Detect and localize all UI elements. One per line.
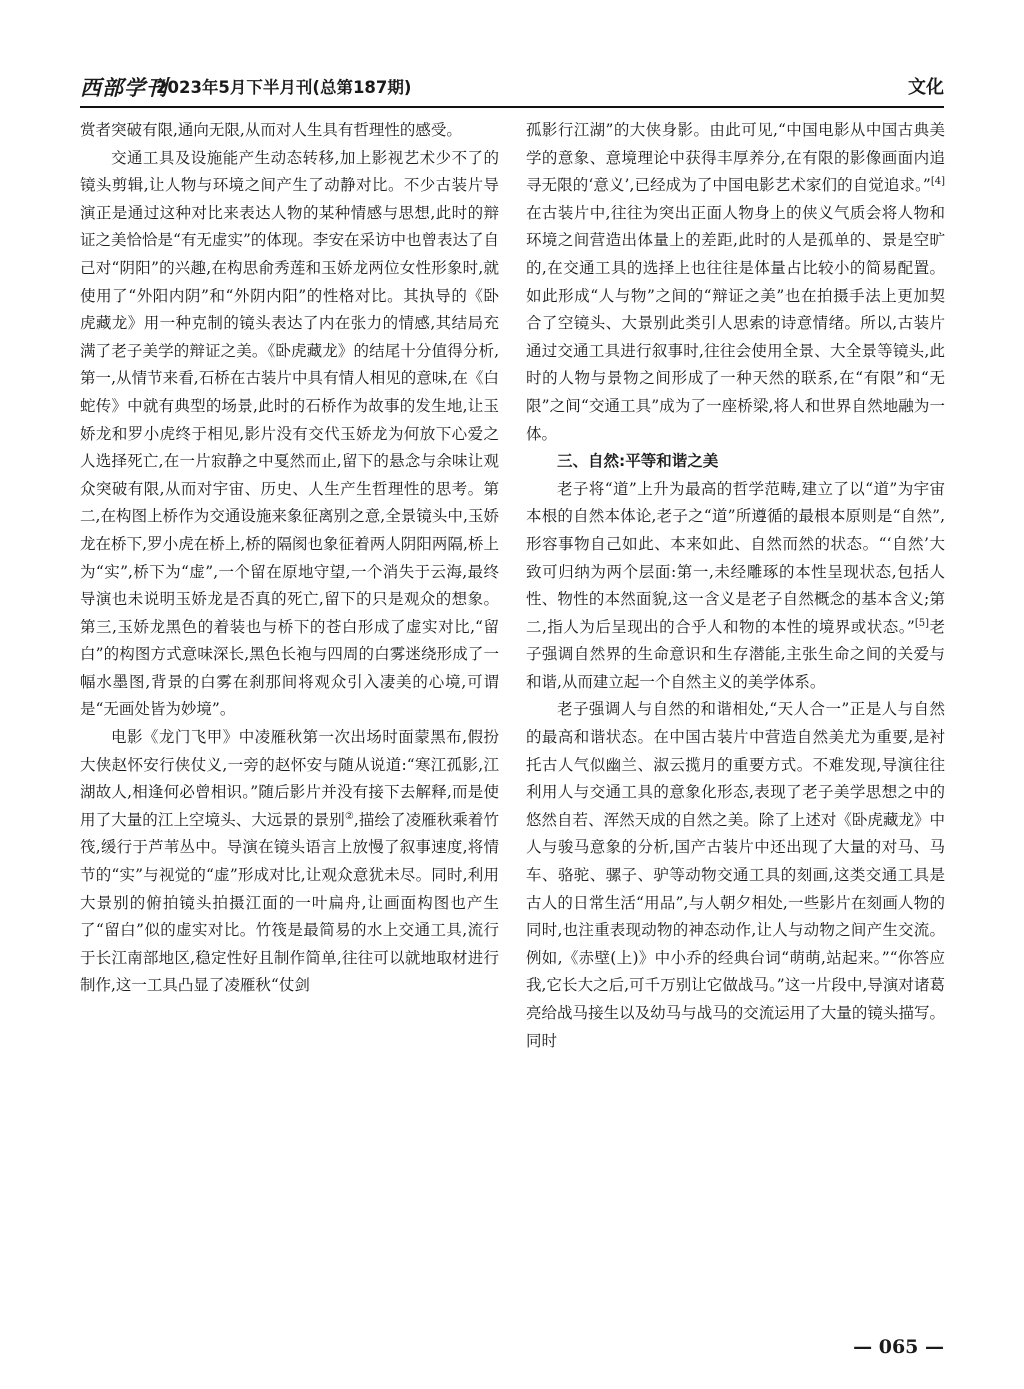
citation-marker: [5] bbox=[914, 617, 930, 629]
citation-marker: [4] bbox=[930, 176, 945, 188]
section-heading: 三、自然:平等和谐之美 bbox=[557, 452, 719, 471]
paragraph bbox=[526, 476, 945, 697]
paragraph-text: 电影《龙门飞甲》中凌雁秋第一次出场时面蒙黑布,假扮大侠赵怀安行侠仗义,一旁的赵怀安与随从说道:“寒江孤影,江湖故人,相逢何必曾相识。”随后影片并没有接下去解释,而是使用了大量的江上空境头、大远景的景别 bbox=[80, 728, 499, 829]
paragraph: 交通工具及设施能产生动态转移,加上影视艺术少不了的镜头剪辑,让人物与环境之间产生了动静对比。不少古装片导演正是通过这种对比来表达人物的某种情感与思想,此时的辩证之美恰恰是“有无虚实”的体现。李安在采访中也曾表达了自己对“阴阳”的兴趣,在构思俞秀莲和玉娇龙两位女性形象时,就使用了“外阳内阴”和“外阴内阳”的性格对比。其执导的《卧虎藏龙》用一种克制的镜头表达了内在张力的情感,其结局充满了老子美学的辩证之美。《卧虎藏龙》的结尾十分值得分析,第一,从情节来看,石桥在古装片中具有情人相见的意味,在《白蛇传》中就有典型的场景,此时的石桥作为故事的发生地,让玉娇龙和罗小虎终于相见,影片没有交代玉娇龙为何放下心爱之人选择死亡,在一片寂静之中戛然而止,留下的悬念与余味让观众突破有限,从而对宇宙、历史、人生产生哲理性的思考。第二,在构图上桥作为交通设施来象征离别之意,全景镜头中,玉娇龙在桥下,罗小虎在桥上,桥的隔阂也象征着两人阴阳两隔,桥上为“实”,桥下为“虚”,一个留在原地守望,一个消失于云海,最终导演也未说明玉娇龙是否真的死亡,留下的只是观众的想象。第三,玉娇龙黑色的着装也与桥下的苍白形成了虚实对比,“留白”的构图方式意味深长,黑色长袍与四周的白雾迷绕形成了一幅水墨图,背景的白雾在刹那间将观众引入凄美的心境,可谓是“无画处皆为妙境”。 bbox=[80, 148, 499, 719]
paragraph-text: 孤影行江湖”的大侠身影。由此可见,“中国电影从中国古典美学的意象、意境理论中获得丰厚养分,在有限的影像画面内追寻无限的‘意义’,已经成为了中国电影艺术家们的自觉追求。” bbox=[526, 121, 945, 195]
left-column bbox=[80, 117, 499, 1000]
header-rule bbox=[80, 106, 944, 108]
section-title: 文化 bbox=[908, 77, 944, 98]
issue-info: 2023年5月下半月刊(总第187期) bbox=[156, 78, 412, 97]
journal-logo: 西部学刊 bbox=[80, 75, 168, 100]
paragraph bbox=[526, 117, 945, 448]
paragraph-text: ,描绘了凌雁秋乘着竹筏,缓行于芦苇丛中。导演在镜头语言上放慢了叙事速度,将情节的“实”与视觉的“虚”形成对比,让观众意犹未尽。同时,利用大景别的俯拍镜头拍摄江面的一叶扁舟,让画面构图也产生了“留白”似的虚实对比。竹筏是最简易的水上交通工具,流行于长江南部地区,稳定性好且制作简单,往往可以就地取材进行制作,这一工具凸显了凌雁秋“仗剑 bbox=[80, 810, 499, 995]
paragraph-text: 老子将“道”上升为最高的哲学范畴,建立了以“道”为宇宙本根的自然本体论,老子之“道”所遵循的最根本原则是“自然”,形容事物自己如此、本来如此、自然而然的状态。“‘自然’大致可归纳为两个层面:第一,未经雕琢的本性呈现状态,包括人性、物性的本然面貌,这一含义是老子自然概念的基本含义;第二,指人为后呈现出的合乎人和物的本性的境界或状态。” bbox=[526, 479, 945, 636]
paragraph: 赏者突破有限,通向无限,从而对人生具有哲理性的感受。 bbox=[80, 121, 462, 139]
paragraph bbox=[80, 724, 499, 1000]
right-column bbox=[526, 117, 945, 1055]
paragraph-text: 在古装片中,往往为突出正面人物身上的侠义气质会将人物和环境之间营造出体量上的差距,此时的人是孤单的、景是空旷的,在交通工具的选择上也往往是体量占比较小的简易配置。如此形成“人与物”之间的“辩证之美”也在拍摄手法上更加契合了空镜头、大景别此类引人思索的诗意情绪。所以,古装片通过交通工具进行叙事时,往往会使用全景、大全景等镜头,此时的人物与景物之间形成了一种天然的联系,在“有限”和“无限”之间“交通工具”成为了一座桥梁,将人和世界自然地融为一体。 bbox=[526, 203, 945, 443]
running-header bbox=[80, 70, 944, 104]
page-number: — 065 — bbox=[853, 1336, 944, 1358]
paragraph-text: 老子强调自然界的生命意识和生存潜能,主张生命之间的关爱与和谐,从而建立起一个自然主义的美学体系。 bbox=[526, 617, 945, 691]
footnote-marker: ② bbox=[344, 810, 354, 822]
paragraph: 老子强调人与自然的和谐相处,“天人合一”正是人与自然的最高和谐状态。在中国古装片中营造自然美尤为重要,是衬托古人气似幽兰、淑云揽月的重要方式。不难发现,导演往往利用人与交通工具的意象化形态,表现了老子美学思想之中的悠然自若、浑然天成的自然之美。除了上述对《卧虎藏龙》中人与骏马意象的分析,国产古装片中还出现了大量的对马、马车、骆驼、骡子、驴等动物交通工具的刻画,这类交通工具是古人的日常生活“用品”,与人朝夕相处,一些影片在刻画人物的同时,也注重表现动物的神态动作,让人与动物之间产生交流。例如,《赤壁(上)》中小乔的经典台词“萌萌,站起来。”“你答应我,它长大之后,可千万别让它做战马。”这一片段中,导演对诸葛亮给战马接生以及幼马与战马的交流运用了大量的镜头描写。同时 bbox=[526, 700, 945, 1050]
